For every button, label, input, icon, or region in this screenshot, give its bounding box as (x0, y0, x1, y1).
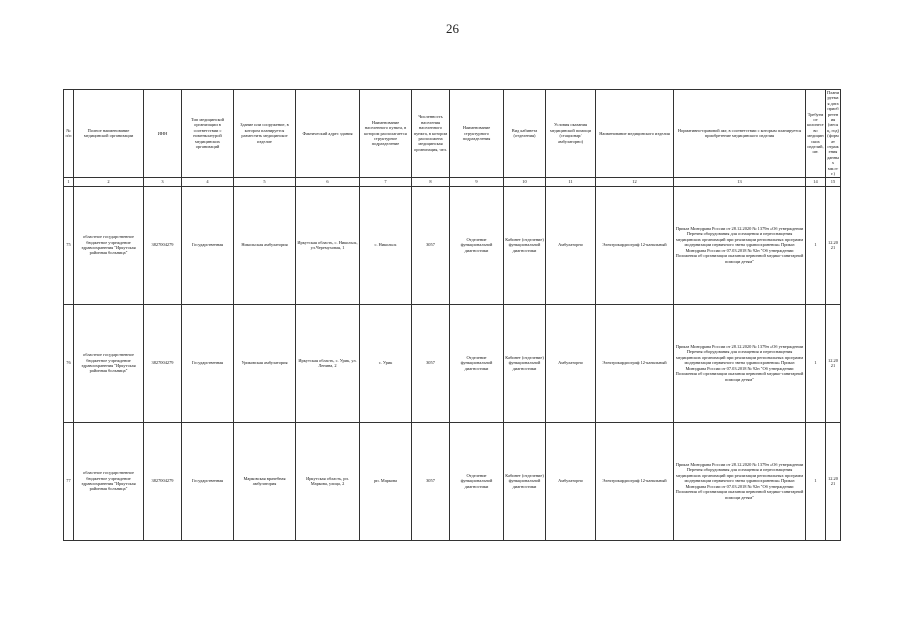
header-cell: Нормативно-правовой акт, в соответствии с которым планируется приобретение медицинского изделия (674, 90, 806, 178)
building-cell: Уриковская амбулатория (234, 304, 296, 422)
header-cell: Полное наименование медицинской организации (74, 90, 144, 178)
address-cell: Иркутская область, с. Никольск, ул.Черемуховая, 1 (296, 186, 360, 304)
page-number: 26 (446, 21, 459, 36)
header-row (64, 90, 841, 178)
inn-cell: 3827004279 (144, 186, 182, 304)
settlement-cell: с. Урик (360, 304, 412, 422)
row-number: 75 (64, 186, 74, 304)
conditions-cell: Амбулаторно (546, 186, 596, 304)
column-number: 4 (182, 177, 234, 186)
device-cell: Электрокардиограф 12-канальный (596, 186, 674, 304)
unit-cell: Отделение функциональной диагностики (450, 304, 504, 422)
org-type-cell: Государственная (182, 186, 234, 304)
quantity-cell: 1 (806, 186, 826, 304)
column-number: 7 (360, 177, 412, 186)
building-cell: Никольская амбулатория (234, 186, 296, 304)
column-number: 11 (546, 177, 596, 186)
address-cell: Иркутская область, с. Урик, ул. Ленина, 2 (296, 304, 360, 422)
population-cell: 3057 (412, 422, 450, 540)
table-row (64, 304, 841, 422)
table-row (64, 422, 841, 540)
settlement-cell: с. Никольск (360, 186, 412, 304)
column-number: 1 (64, 177, 74, 186)
settlement-cell: рп. Маркова (360, 422, 412, 540)
conditions-cell: Амбулаторно (546, 422, 596, 540)
inn-cell: 3827004279 (144, 422, 182, 540)
table-row (64, 186, 841, 304)
column-number: 6 (296, 177, 360, 186)
column-number-row (64, 177, 841, 186)
org-type-cell: Государственная (182, 422, 234, 540)
device-cell: Электрокардиограф 12-канальный (596, 304, 674, 422)
header-cell: Требуемое количество медицинских изделий, шт. (806, 90, 826, 178)
column-number: 15 (826, 177, 841, 186)
cabinet-cell: Кабинет (отделение) функциональной диагностики (504, 422, 546, 540)
conditions-cell: Амбулаторно (546, 304, 596, 422)
building-cell: Марковская врачебная амбулатория (234, 422, 296, 540)
address-cell: Иркутская область, рп. Маркова, улица, 2 (296, 422, 360, 540)
header-cell: Здание или сооружение, в котором планируется разместить медицинское изделие (234, 90, 296, 178)
column-number: 9 (450, 177, 504, 186)
column-number: 5 (234, 177, 296, 186)
column-number: 14 (806, 177, 826, 186)
population-cell: 3057 (412, 186, 450, 304)
org-name-cell: областное государственное бюджетное учреждение здравоохранения "Иркутская районная больница" (74, 422, 144, 540)
unit-cell: Отделение функциональной диагностики (450, 422, 504, 540)
cabinet-cell: Кабинет (отделение) функциональной диагностики (504, 186, 546, 304)
header-cell: Наименование структурного подразделения (450, 90, 504, 178)
legal-act-cell: Приказ Минздрава России от 28.12.2020 № 1379н «Об утверждении Перечня оборудования для оснащения и переоснащения медицинских организаций при реализации региональных программ модернизации первичного звена здравоохранения» Приказ Минздрава России от 07.03.2018 № 92н "Об утверждении Положения об организации оказания первичной медико-санитарной помощи детям" (674, 186, 806, 304)
row-number: 77 (64, 422, 74, 540)
header-cell: Планируемая дата приобретения (месяц, год) (формат отражения данных мм.ггг.) (827, 90, 840, 177)
quantity-cell: 1 (806, 304, 826, 422)
header-cell: Тип медицинской организации в соответствии с номенклатурой медицинских организаций (182, 90, 234, 178)
date-cell: 12.2021 (826, 304, 841, 422)
column-number: 12 (596, 177, 674, 186)
inn-cell: 3827004279 (144, 304, 182, 422)
org-name-cell: областное государственное бюджетное учреждение здравоохранения "Иркутская районная больница" (74, 186, 144, 304)
header-cell: Наименование населенного пункта, в котором располагается структурное подразделение (360, 90, 412, 178)
row-number: 76 (64, 304, 74, 422)
equipment-table (63, 89, 841, 541)
legal-act-cell: Приказ Минздрава России от 28.12.2020 № 1379н «Об утверждении Перечня оборудования для оснащения и переоснащения медицинских организаций при реализации региональных программ модернизации первичного звена здравоохранения» Приказ Минздрава России от 07.03.2018 № 92н "Об утверждении Положения об организации оказания первичной медико-санитарной помощи детям" (674, 422, 806, 540)
device-cell: Электрокардиограф 12-канальный (596, 422, 674, 540)
legal-act-cell: Приказ Минздрава России от 28.12.2020 № 1379н «Об утверждении Перечня оборудования для оснащения и переоснащения медицинских организаций при реализации региональных программ модернизации первичного звена здравоохранения» Приказ Минздрава России от 07.03.2018 № 92н "Об утверждении Положения об организации оказания первичной медико-санитарной помощи детям" (674, 304, 806, 422)
header-cell: Численность населения населенного пункта, в котором расположена медицинская организация, чел. (412, 90, 450, 178)
column-number: 2 (74, 177, 144, 186)
cabinet-cell: Кабинет (отделение) функциональной диагностики (504, 304, 546, 422)
population-cell: 3057 (412, 304, 450, 422)
org-name-cell: областное государственное бюджетное учреждение здравоохранения "Иркутская районная больница" (74, 304, 144, 422)
org-type-cell: Государственная (182, 304, 234, 422)
column-number: 13 (674, 177, 806, 186)
header-cell: № п/п (64, 90, 74, 178)
date-cell: 12.2021 (826, 422, 841, 540)
column-number: 10 (504, 177, 546, 186)
column-number: 3 (144, 177, 182, 186)
header-cell: Условия оказания медицинской помощи (стационар/амбулаторно) (546, 90, 596, 178)
quantity-cell: 1 (806, 422, 826, 540)
column-number: 8 (412, 177, 450, 186)
header-cell: ИНН (144, 90, 182, 178)
header-cell: Наименование медицинского изделия (596, 90, 674, 178)
unit-cell: Отделение функциональной диагностики (450, 186, 504, 304)
header-cell: Вид кабинета (отделения) (504, 90, 546, 178)
date-cell: 12.2021 (826, 186, 841, 304)
header-cell: Фактический адрес здания (296, 90, 360, 178)
